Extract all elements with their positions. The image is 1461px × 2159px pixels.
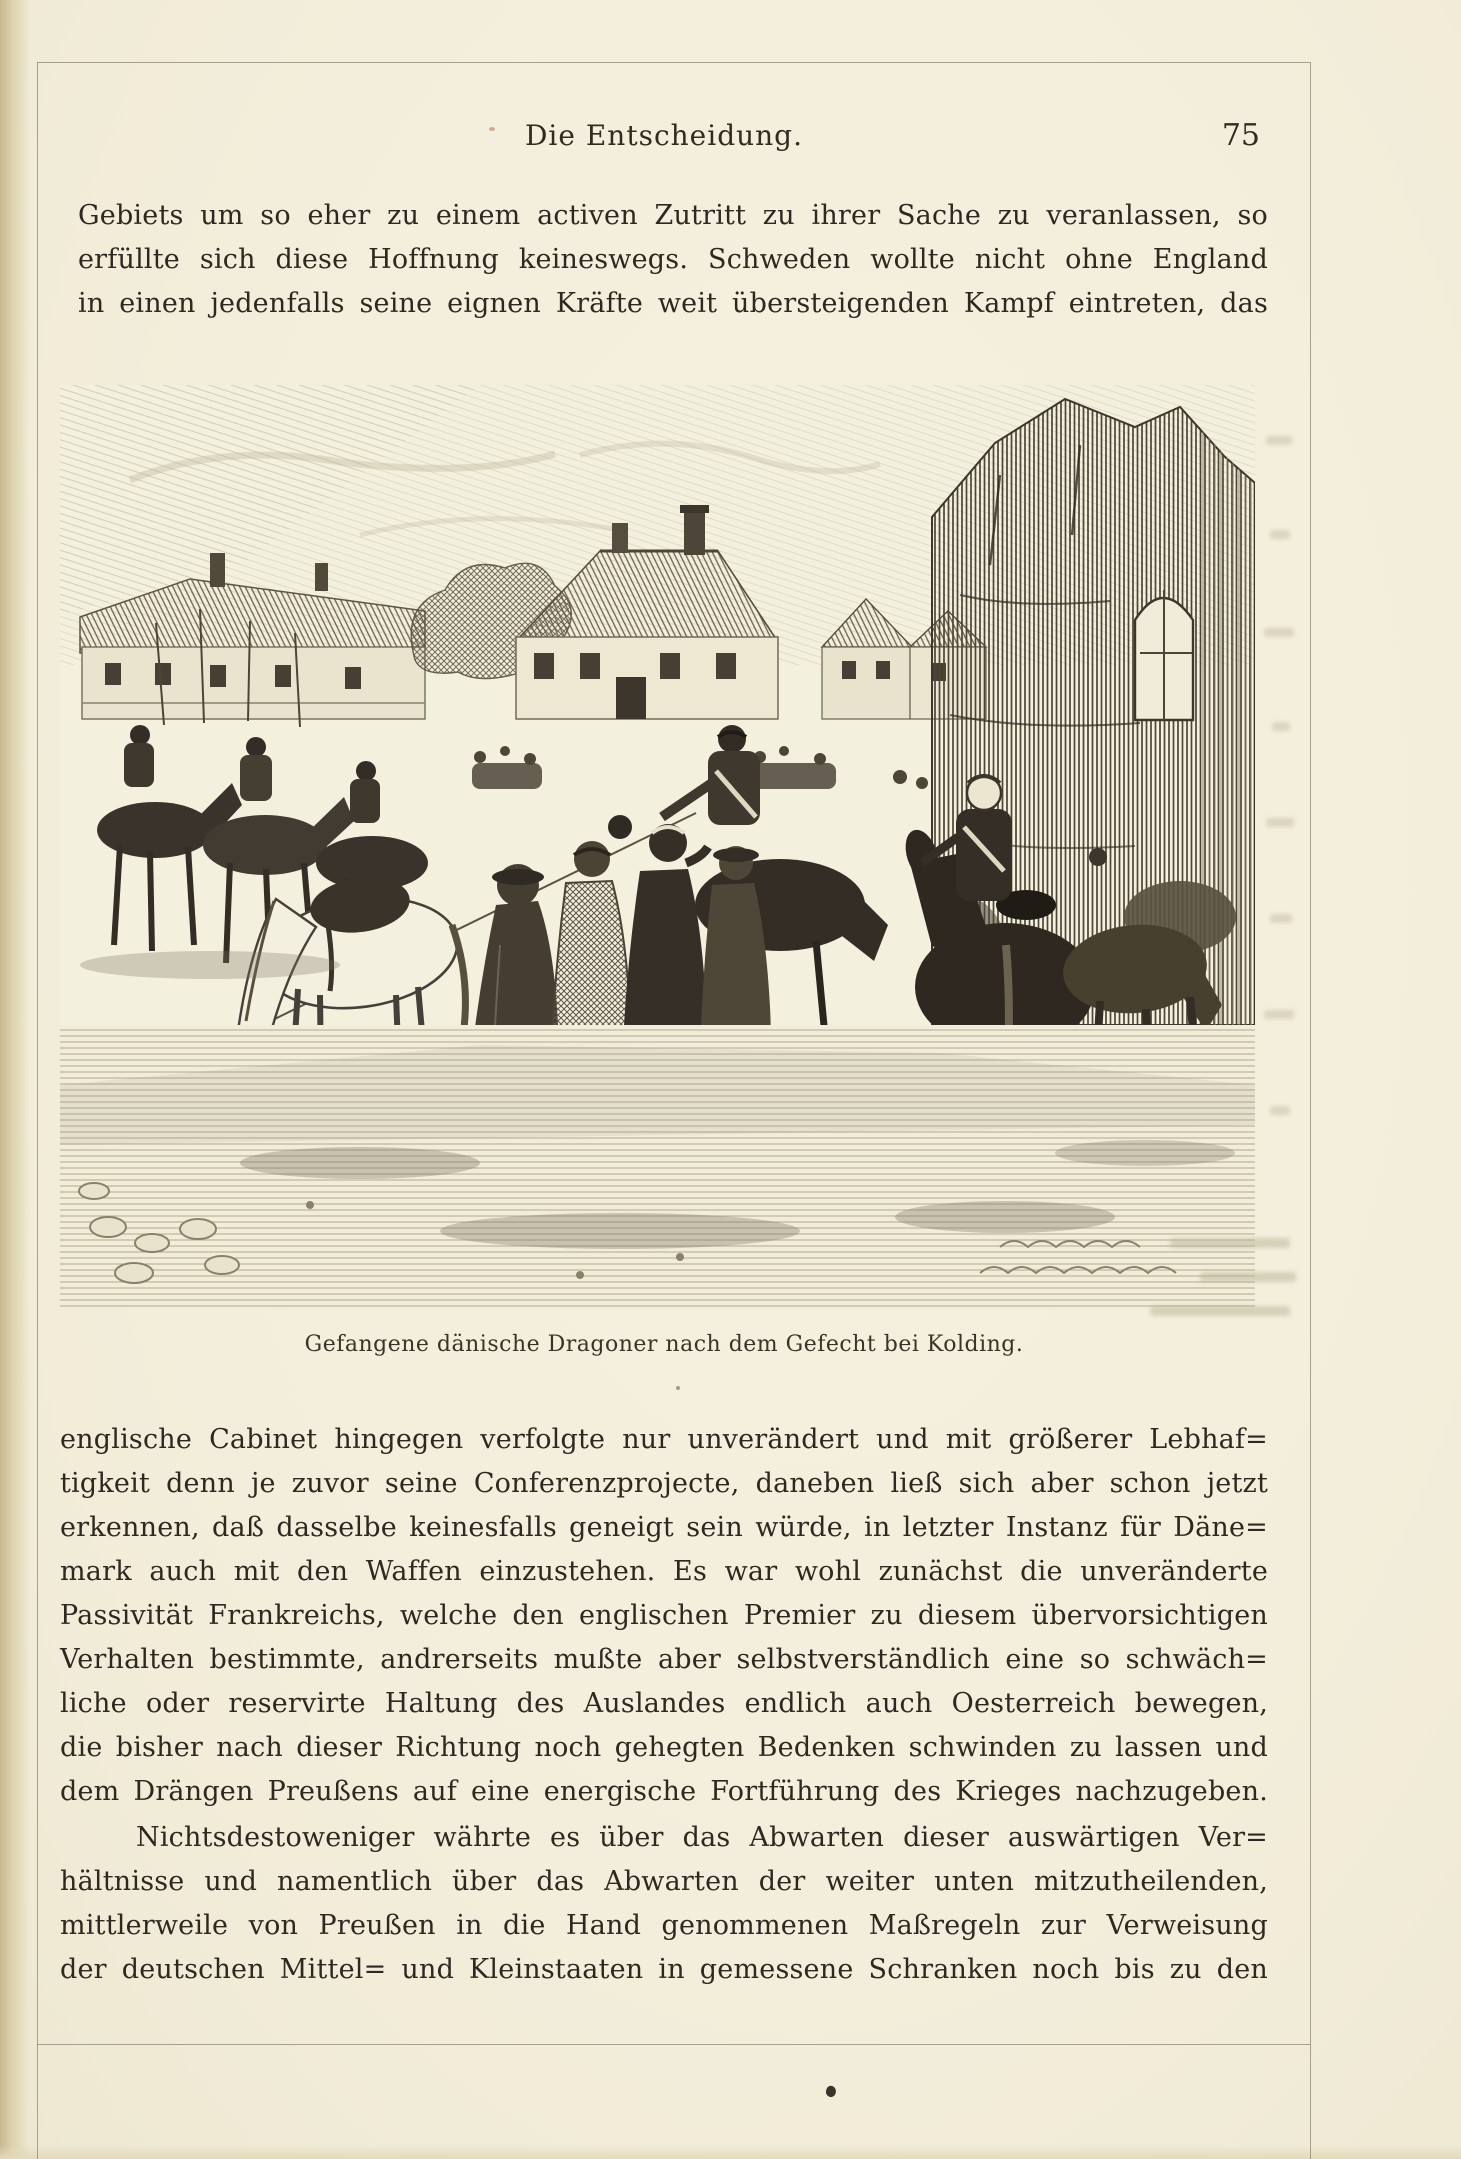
text-line: Passivität Frankreichs, welche den englischen Premier zu diesem übervorsichtigen <box>60 1600 1268 1631</box>
frame-rule-left <box>37 62 38 2159</box>
text-line: der deutschen Mittel= und Kleinstaaten in gemessene Schranken noch bis zu den <box>60 1954 1268 1985</box>
frame-rule-top <box>37 62 1310 63</box>
text-line: mark auch mit den Waffen einzustehen. Es war wohl zunächst die unveränderte <box>60 1556 1268 1587</box>
text-line: die bisher nach dieser Richtung noch gehegten Bedenken schwinden zu lassen und <box>60 1732 1268 1763</box>
paper-speck <box>489 127 495 131</box>
text-line: englische Cabinet hingegen verfolgte nur unverändert und mit größerer Lebhaf= <box>60 1424 1268 1455</box>
text-line: erkennen, daß dasselbe keinesfalls geneigt sein würde, in letzter Instanz für Däne= <box>60 1512 1268 1543</box>
text-line: hältnisse und namentlich über das Abwarten der weiter unten mitzutheilenden, <box>60 1866 1268 1897</box>
paper-speck <box>676 1386 680 1390</box>
text-line: tigkeit denn je zuvor seine Conferenzprojecte, daneben ließ sich aber schon jetzt <box>60 1468 1268 1499</box>
running-head-title: Die Entscheidung. <box>524 119 804 152</box>
page-number: 75 <box>1221 118 1260 153</box>
page-bottom-shadow <box>0 2145 1461 2159</box>
text-line: dem Drängen Preußens auf eine energische Fortführung des Krieges nachzugeben. <box>60 1776 1268 1807</box>
text-line: Nichtsdestoweniger währte es über das Abwarten dieser auswärtigen Ver= <box>136 1822 1268 1853</box>
text-line: erfüllte sich diese Hoffnung keineswegs. Schweden wollte nicht ohne England <box>78 244 1268 275</box>
illustration-caption: Gefangene dänische Dragoner nach dem Gefecht bei Kolding. <box>304 1332 1024 1357</box>
text-line: Gebiets um so eher zu einem activen Zutritt zu ihrer Sache zu veranlassen, so <box>78 200 1268 231</box>
illustration-engraving <box>60 385 1255 1310</box>
text-line: liche oder reservirte Haltung des Auslandes endlich auch Oesterreich bewegen, <box>60 1688 1268 1719</box>
text-line: in einen jedenfalls seine eignen Kräfte weit übersteigenden Kampf eintreten, das <box>78 288 1268 319</box>
frame-rule-right <box>1310 62 1311 2159</box>
text-line: mittlerweile von Preußen in die Hand genommenen Maßregeln zur Verweisung <box>60 1910 1268 1941</box>
page-gutter-shadow <box>0 0 30 2159</box>
text-line: Verhalten bestimmte, andrerseits mußte aber selbstverständlich eine so schwäch= <box>60 1644 1268 1675</box>
frame-rule-bottom <box>37 2044 1310 2045</box>
